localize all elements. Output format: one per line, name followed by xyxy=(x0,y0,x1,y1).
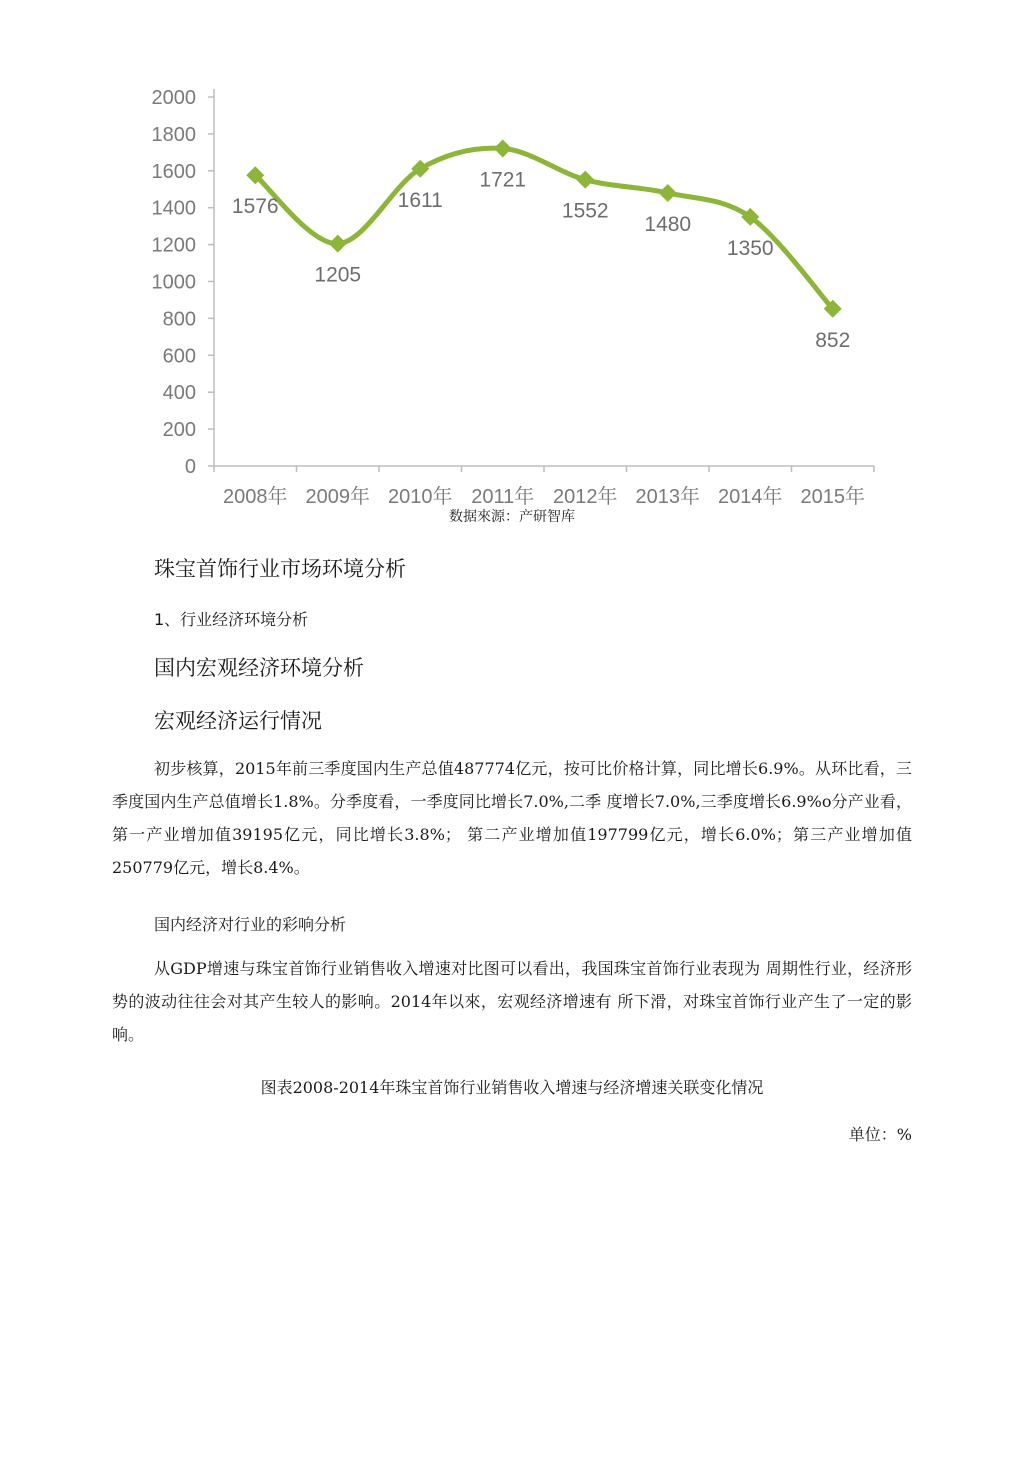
x-tick-label: 2010年 xyxy=(388,486,453,508)
sales-line-chart xyxy=(0,0,1024,540)
data-point-marker xyxy=(659,184,677,202)
x-tick-label: 2015年 xyxy=(800,486,865,508)
data-label: 1611 xyxy=(397,188,443,212)
section-heading-economic-environment: 1、行业经济环境分析 xyxy=(154,610,309,629)
y-tick-label: 1400 xyxy=(151,197,196,220)
data-label: 852 xyxy=(815,328,851,352)
y-axis xyxy=(152,87,215,478)
x-tick-label: 2008年 xyxy=(223,486,288,508)
x-axis xyxy=(214,466,874,508)
y-tick-label: 800 xyxy=(162,308,196,331)
chart-source-note: 数据來源：产研智库 xyxy=(449,509,575,525)
paragraph-gdp: 初步核算，2015年前三季度国内生产总值487774亿元，按可比价格计算，同比增长6.9%。从环比看，三季度国内生产总值增长1.8%。分季度看，一季度同比增长7.0%,二季 度增长7.0%,三季度增长6.9%o分产业看，第一产业增加值39195亿元，同比增长3.8%； 第二产业增加值197799亿元，增长6.0%；第三产业增加值250779亿元，增长8.4%。 xyxy=(112,759,912,877)
y-tick-label: 200 xyxy=(162,419,196,442)
y-tick-label: 400 xyxy=(162,382,196,405)
data-point-marker xyxy=(329,235,347,253)
unit-label: 单位：% xyxy=(848,1125,912,1144)
y-tick-label: 1600 xyxy=(151,160,196,183)
y-tick-label: 1200 xyxy=(151,234,196,257)
x-tick-label: 2012年 xyxy=(553,486,618,508)
data-label: 1721 xyxy=(479,168,527,192)
data-label: 1576 xyxy=(231,195,279,219)
data-labels xyxy=(232,168,850,351)
y-tick-label: 1800 xyxy=(151,123,196,146)
data-markers xyxy=(246,139,842,317)
figure-caption: 图表2008-2014年珠宝首饰行业销售收入增速与经济增速关联变化情况 xyxy=(260,1078,764,1097)
y-tick-label: 2000 xyxy=(151,87,196,109)
section-heading-macro-operation: 宏观经济运行情况 xyxy=(154,709,322,733)
paragraph-impact: 从GDP增速与珠宝首饰行业销售收入增速对比图可以看出，我国珠宝首饰行业表现为 周期性行业，经济形势的波动往往会对其产生较人的影响。2014年以來，宏观经济增速有 所下滑，对珠宝首饰行业产生了一定的影响。 xyxy=(112,959,912,1044)
data-label: 1350 xyxy=(726,236,774,260)
section-heading-market-environment: 珠宝首饰行业市场环境分析 xyxy=(154,557,406,581)
y-tick-label: 1000 xyxy=(151,271,196,294)
data-label: 1205 xyxy=(314,263,362,287)
y-tick-label: 0 xyxy=(184,456,196,478)
data-label: 1480 xyxy=(644,212,692,236)
x-tick-label: 2009年 xyxy=(305,486,370,508)
data-point-marker xyxy=(494,139,512,157)
x-tick-label: 2011年 xyxy=(471,486,535,508)
section-heading-impact-analysis: 国内经济对行业的彩响分析 xyxy=(154,915,347,934)
y-tick-label: 600 xyxy=(162,345,196,368)
data-label: 1552 xyxy=(561,199,609,223)
section-heading-macro-environment: 国内宏观经济环境分析 xyxy=(154,656,364,680)
x-tick-label: 2014年 xyxy=(718,486,783,508)
data-point-marker xyxy=(576,171,594,189)
x-tick-label: 2013年 xyxy=(635,486,700,508)
